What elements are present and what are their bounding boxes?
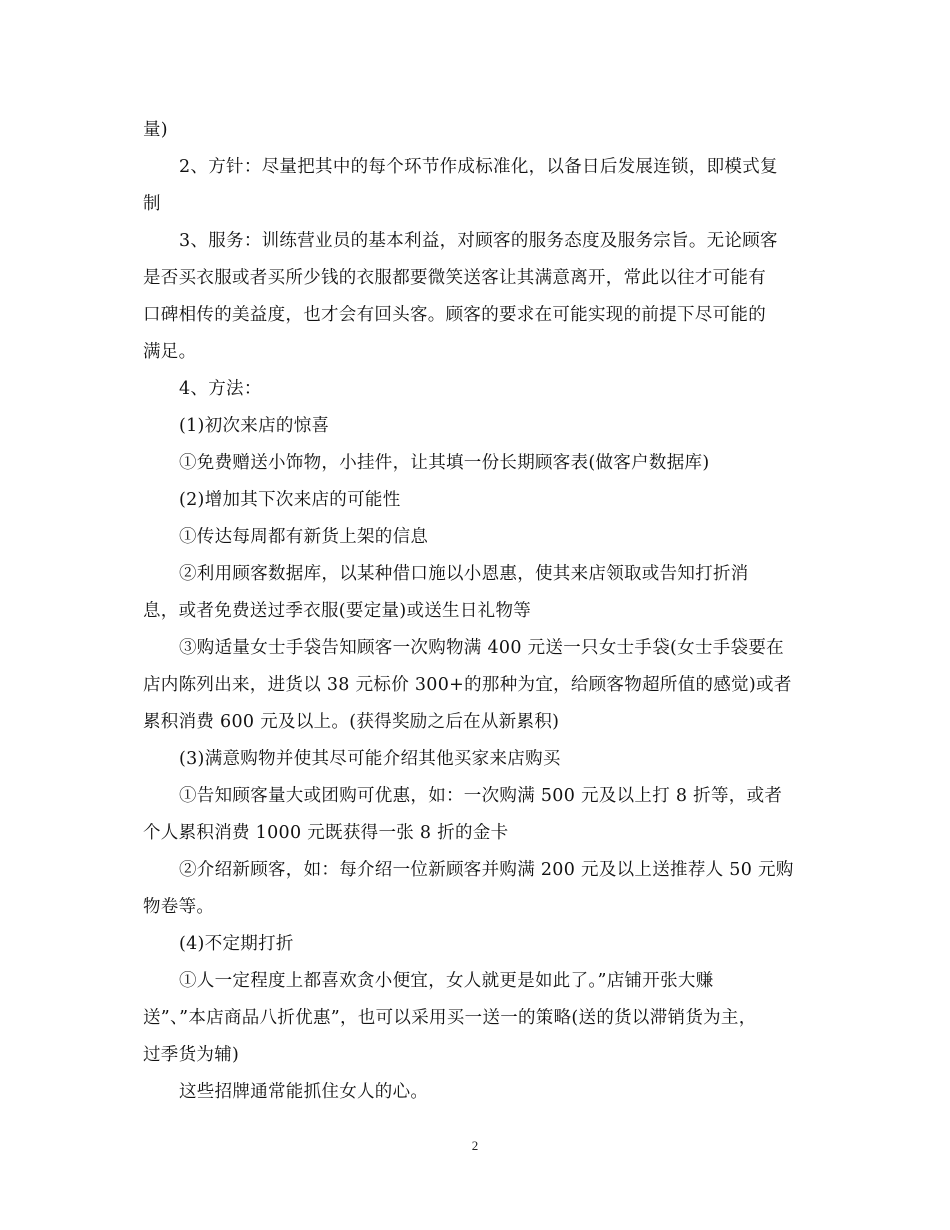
text-line: 息，或者免费送过季衣服(要定量)或送生日礼物等 [143,601,532,621]
text-line: ①传达每周都有新货上架的信息 [179,527,429,547]
text-line: 2、方针：尽量把其中的每个环节作成标准化，以备日后发展连锁，即模式复 [179,157,778,177]
text-line: 过季货为辅) [143,1045,240,1065]
text-line: ①人一定程度上都喜欢贪小便宜，女人就更是如此了。”店铺开张大赚 [179,971,714,991]
text-line: ②利用顾客数据库，以某种借口施以小恩惠，使其来店领取或告知打折消 [179,564,749,584]
text-line: (4)不定期打折 [179,934,294,954]
text-line: 满足。 [143,342,197,362]
text-line: (2)增加其下次来店的可能性 [179,490,401,510]
text-line: 制 [143,194,161,214]
text-line: 累积消费 600 元及以上。(获得奖励之后在从新累积) [143,712,560,732]
text-line: ③购适量女士手袋告知顾客一次购物满 400 元送一只女士手袋(女士手袋要在 [179,638,784,658]
text-line: 量) [143,120,168,140]
text-line: 口碑相传的美益度，也才会有回头客。顾客的要求在可能实现的前提下尽可能的 [143,305,766,325]
page-number: 2 [471,1138,479,1153]
text-line: 这些招牌通常能抓住女人的心。 [179,1082,429,1102]
text-line: ②介绍新顾客，如：每介绍一位新顾客并购满 200 元及以上送推荐人 50 元购 [179,860,794,880]
text-line: 个人累积消费 1000 元既获得一张 8 折的金卡 [143,823,509,843]
text-line: ①免费赠送小饰物，小挂件，让其填一份长期顾客表(做客户数据库) [179,453,710,473]
text-line: 3、服务：训练营业员的基本利益，对顾客的服务态度及服务宗旨。无论顾客 [179,231,778,251]
text-line: 店内陈列出来，进货以 38 元标价 300+的那种为宜，给顾客物超所值的感觉)或者 [143,675,792,695]
document-body [143,112,813,1111]
text-line: 4、方法： [179,379,262,399]
text-line: (3)满意购物并使其尽可能介绍其他买家来店购买 [179,749,561,769]
text-line: (1)初次来店的惊喜 [179,416,330,436]
text-line: 是否买衣服或者买所少钱的衣服都要微笑送客让其满意离开，常此以往才可能有 [143,268,766,288]
text-line: 物卷等。 [143,897,215,917]
text-line: 送”、”本店商品八折优惠”，也可以采用买一送一的策略(送的货以滞销货为主， [143,1008,757,1028]
text-line: ①告知顾客量大或团购可优惠，如：一次购满 500 元及以上打 8 折等，或者 [179,786,783,806]
